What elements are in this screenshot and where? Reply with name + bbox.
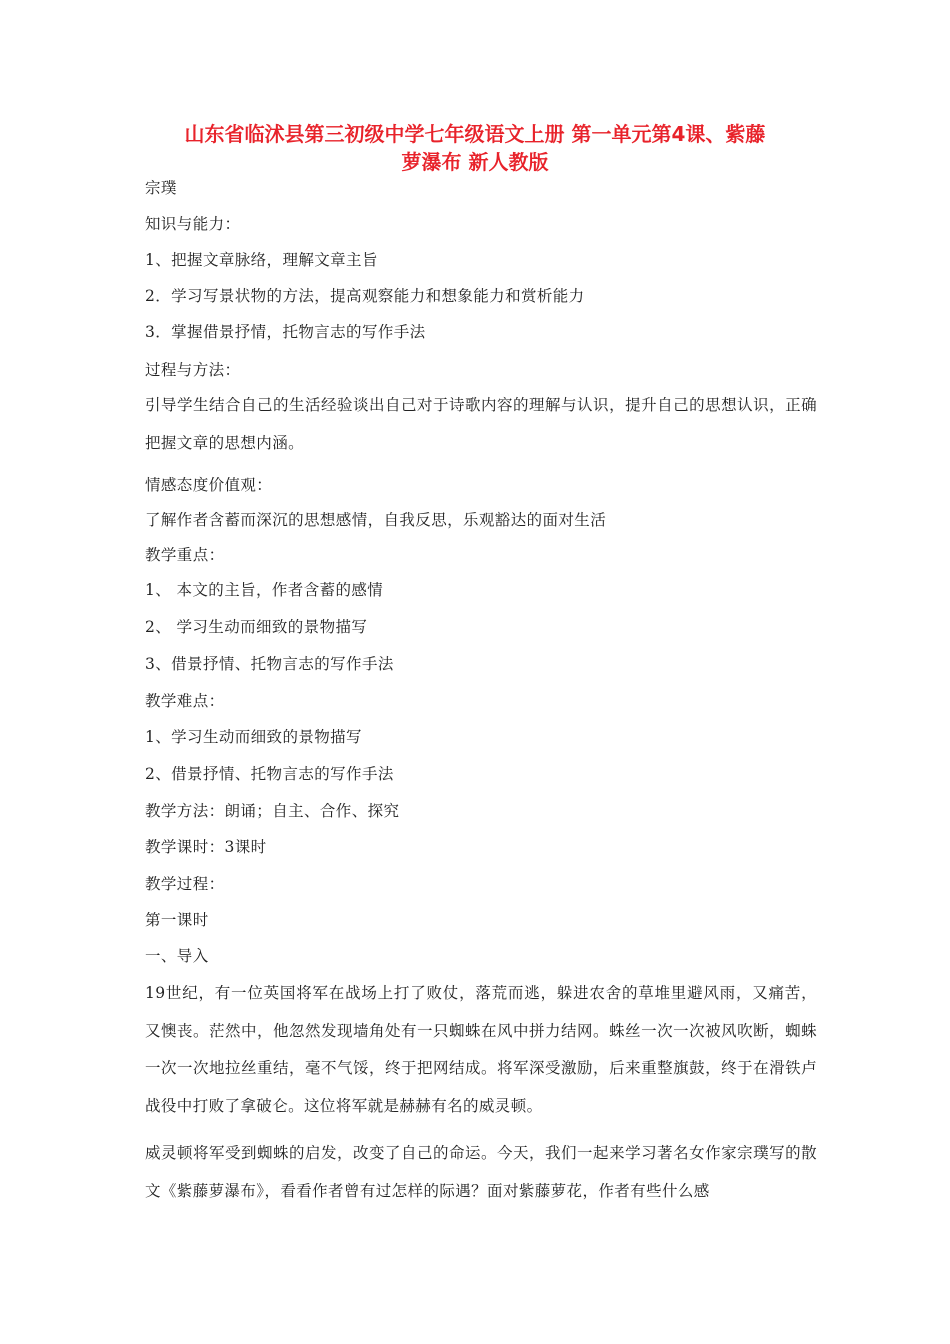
- key-point-2: 2、 学习生动而细致的景物描写: [145, 618, 368, 636]
- title-line-1: 山东省临沭县第三初级中学七年级语文上册 第一单元第4课、紫藤: [184, 122, 766, 146]
- process-heading: 过程与方法：: [145, 361, 241, 379]
- key-point-3: 3、借景抒情、托物言志的写作手法: [145, 655, 394, 673]
- key-point-1: 1、 本文的主旨，作者含蓄的感情: [145, 581, 384, 599]
- teaching-method: 教学方法：朗诵；自主、合作、探究: [145, 802, 400, 820]
- difficulty-item-1: 1、学习生动而细致的景物描写: [145, 728, 362, 746]
- key-points-heading: 教学重点：: [145, 546, 225, 564]
- intro-paragraph: 19世纪，有一位英国将军在战场上打了败仗，落荒而逃，躲进农舍的草堆里避风雨，又痛苦，又懊丧。茫然中，他忽然发现墙角处有一只蜘蛛在风中拼力结网。蛛丝一次一次被风吹断，蜘蛛一次一次地拉丝重结，毫不气馁，终于把网结成。将军深受激励，后来重整旗鼓，终于在滑铁卢战役中打败了拿破仑。这位将军就是赫赫有名的威灵顿。: [145, 984, 817, 1115]
- intro-heading: 一、导入: [145, 947, 209, 965]
- difficulty-heading: 教学难点：: [145, 692, 225, 710]
- author-name: 宗璞: [145, 179, 177, 197]
- lesson-heading: 第一课时: [145, 911, 209, 929]
- process-paragraph: 引导学生结合自己的生活经验谈出自己对于诗歌内容的理解与认识，提升自己的思想认识，正确把握文章的思想内涵。: [145, 396, 817, 452]
- knowledge-heading: 知识与能力：: [145, 215, 241, 233]
- procedure-heading: 教学过程：: [145, 875, 225, 893]
- document-title: [120, 120, 830, 176]
- knowledge-item-3: 3．掌握借景抒情，托物言志的写作手法: [145, 323, 426, 341]
- emotion-text: 了解作者含蓄而深沉的思想感情，自我反思，乐观豁达的面对生活: [145, 511, 607, 529]
- closing-paragraph: 威灵顿将军受到蜘蛛的启发，改变了自己的命运。今天，我们一起来学习著名女作家宗璞写的散文《紫藤萝瀑布》，看看作者曾有过怎样的际遇？面对紫藤萝花，作者有些什么感: [145, 1144, 817, 1200]
- difficulty-item-2: 2、借景抒情、托物言志的写作手法: [145, 765, 394, 783]
- title-line-2: 萝瀑布 新人教版: [401, 150, 549, 174]
- emotion-heading: 情感态度价值观：: [145, 476, 273, 494]
- knowledge-item-1: 1、把握文章脉络，理解文章主旨: [145, 251, 378, 269]
- knowledge-item-2: 2．学习写景状物的方法，提高观察能力和想象能力和赏析能力: [145, 287, 585, 305]
- teaching-hours: 教学课时：3课时: [145, 838, 267, 856]
